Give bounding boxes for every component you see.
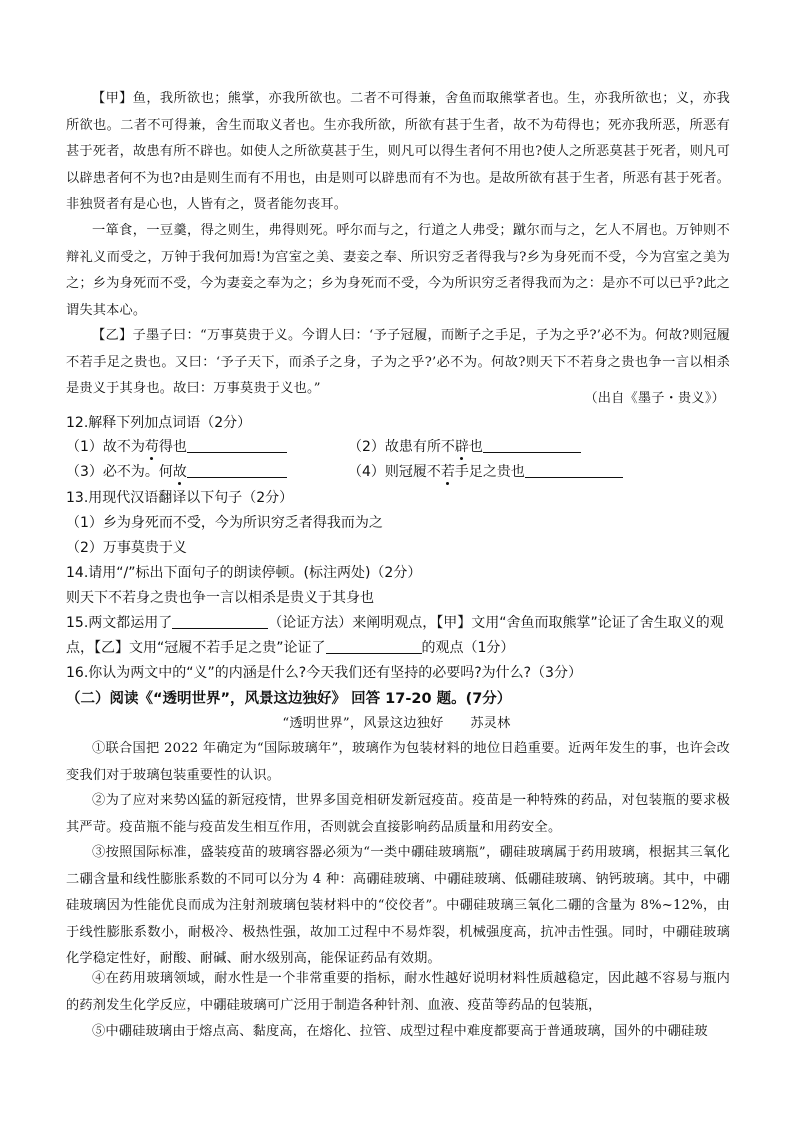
q15-part-2: （论证方法）来阐明观点，【甲】文用“舍鱼而取熊掌”论证了舍生取义的观	[268, 615, 724, 631]
question-15-line-1	[66, 611, 724, 636]
article-paragraph-5: ⑤中硼硅玻璃由于熔点高、黏度高，在熔化、拉管、成型过程中难度都要高于普通玻璃，国外的中硼硅玻	[92, 1024, 708, 1039]
question-14-sentence: 则天下不若身之贵也争一言以相杀是贵义于其身也	[66, 590, 374, 606]
q12-item4-prefix: （4）则冠履不	[348, 464, 441, 480]
question-12-item-4	[348, 460, 623, 485]
article-title-line	[0, 711, 793, 738]
q15-part-1: 15.两文都运用了	[66, 615, 173, 631]
article-paragraph-4: ④在药用玻璃领域，耐水性是一个非常重要的指标，耐水性越好说明材料性质越稳定，因此越不容易与瓶内的药剂发生化学反应，中硼硅玻璃可广泛用于制造各种针剂、血液、疫苗等药品的包装瓶，	[66, 971, 730, 1013]
article-paragraph-1: ①联合国把 2022 年确定为“国际玻璃年”，玻璃作为包装材料的地位日趋重要。近两年发生的事，也许会改变我们对于玻璃包装重要性的认识。	[66, 741, 730, 783]
question-13-item-2: （2）万事莫贵于义	[66, 540, 187, 556]
q12-answer-blank-2[interactable]	[483, 436, 581, 453]
text-jia-paragraph-1: 【甲】鱼，我所欲也；熊掌，亦我所欲也。二者不可得兼，舍鱼而取熊掌者也。生，亦我所欲也；义，亦我所欲也。二者不可得兼，舍生而取义者也。生亦我所欲，所欲有甚于生者，故不为苟得也；死亦我所恶，所恶有甚于死者，故患有所不辟也。如使人之所欲莫甚于生，则凡可以得生者何不用也?使人之所恶莫甚于死者，则凡可以辟患者何不为也?由是则生而有不用也，由是则可以辟患而有不为也。是故所欲有甚于生者，所恶有甚于死者。非独贤者有是心也，人皆有之，贤者能勿丧耳。	[66, 91, 730, 212]
question-12-item-2	[348, 435, 581, 460]
text-jia-paragraph-2: 一箪食，一豆羹，得之则生，弗得则死。呼尔而与之，行道之人弗受；蹴尔而与之，乞人不屑也。万钟则不辩礼义而受之，万钟于我何加焉!为宫室之美、妻妾之奉、所识穷乏者得我与?乡为身死而不受，今为宫室之美为之；乡为身死而不受，今为妻妾之奉为之；乡为身死而不受，今为所识穷乏者得我而为之：是亦不可以已乎?此之谓失其本心。	[66, 223, 730, 318]
q15-part-3: 点，【乙】文用“冠履不若手足之贵”论证了	[66, 640, 326, 656]
q12-item1-prefix: （1）故不为	[66, 439, 145, 455]
q12-item4-suffix: 手足之贵也	[454, 464, 525, 480]
q15-answer-blank-1[interactable]	[172, 612, 268, 629]
q15-part-4: 的观点（1分）	[421, 640, 515, 656]
q12-item3-prefix: （3）必不为。何	[66, 464, 173, 480]
question-12-item-1	[66, 435, 287, 460]
question-13-title: 13.用现代汉语翻译以下句子（2分）	[66, 490, 294, 506]
q12-answer-blank-3[interactable]	[187, 461, 287, 478]
question-15-line-2	[66, 636, 514, 661]
article-author: 苏灵林	[470, 716, 511, 731]
q12-item2-prefix: （2）故患有所不	[348, 439, 455, 455]
q12-item2-dotted-word: 辟	[454, 439, 469, 455]
q12-item2-suffix: 也	[468, 439, 483, 455]
q12-item3-dotted-word: 故	[172, 464, 187, 480]
q15-answer-blank-2[interactable]	[326, 637, 422, 654]
question-16: 16.你认为两文中的“义”的内涵是什么?今天我们还有坚持的必要吗?为什么?（3分）	[66, 665, 582, 681]
article-paragraph-3: ③按照国际标准，盛装疫苗的玻璃容器必须为“一类中硼硅玻璃瓶”，硼硅玻璃属于药用玻璃，根据其三氧化二硼含量和线性膨胀系数的不同可以分为 4 种：高硼硅玻璃、中硼硅玻璃、低硼硅玻璃、钠钙玻璃。其中，中硼硅玻璃因为性能优良而成为注射剂玻璃包装材料中的“佼佼者”。中硼硅玻璃三氧化二硼的含量为 8%~12%，由于线性膨胀系数小，耐极冷、极热性强，故加工过程中不易炸裂，机械强度高，抗冲击性强。同时，中硼硅玻璃化学稳定性好，耐酸、耐碱、耐水级别高，能保证药品有效期。	[66, 845, 730, 966]
q12-item4-dotted-word: 若	[440, 464, 455, 480]
question-13-item-1: （1）乡为身死而不受，今为所识穷乏者得我而为之	[66, 515, 383, 531]
q12-item1-suffix: 得也	[158, 439, 187, 455]
section-2-heading: （二）阅读《“透明世界”，风景这边独好》 回答 17-20 题。(7分）	[66, 691, 512, 707]
question-14-title: 14.请用“/”标出下面句子的朗读停顿。(标注两处)（2分）	[66, 565, 422, 581]
article-title: “透明世界”，风景这边独好	[282, 716, 444, 731]
question-12-title: 12.解释下列加点词语（2分）	[66, 415, 252, 431]
text-yi-paragraph: 【乙】子墨子曰：“万事莫贵于义。今谓人曰：‘予子冠履，而断子之手足，子为之乎?’必不为。何故?则冠履不若手足之贵也。又曰：‘予子天下，而杀子之身，子为之乎?’必不为。何故?则天下不若身之贵也争一言以相杀是贵义于其身也。故曰：万事莫贵于义也。”	[66, 328, 730, 396]
article-paragraph-2: ②为了应对来势凶猛的新冠疫情，世界多国竞相研发新冠疫苗。疫苗是一种特殊的药品，对包装瓶的要求极其严苛。疫苗瓶不能与疫苗发生相互作用，否则就会直接影响药品质量和用药安全。	[66, 793, 730, 835]
q12-answer-blank-4[interactable]	[525, 461, 623, 478]
question-12-item-3	[66, 460, 287, 485]
q12-item1-dotted-word: 苟	[144, 439, 159, 455]
q12-answer-blank-1[interactable]	[187, 436, 287, 453]
text-source: （出自《墨子・贵义》）	[584, 391, 725, 406]
